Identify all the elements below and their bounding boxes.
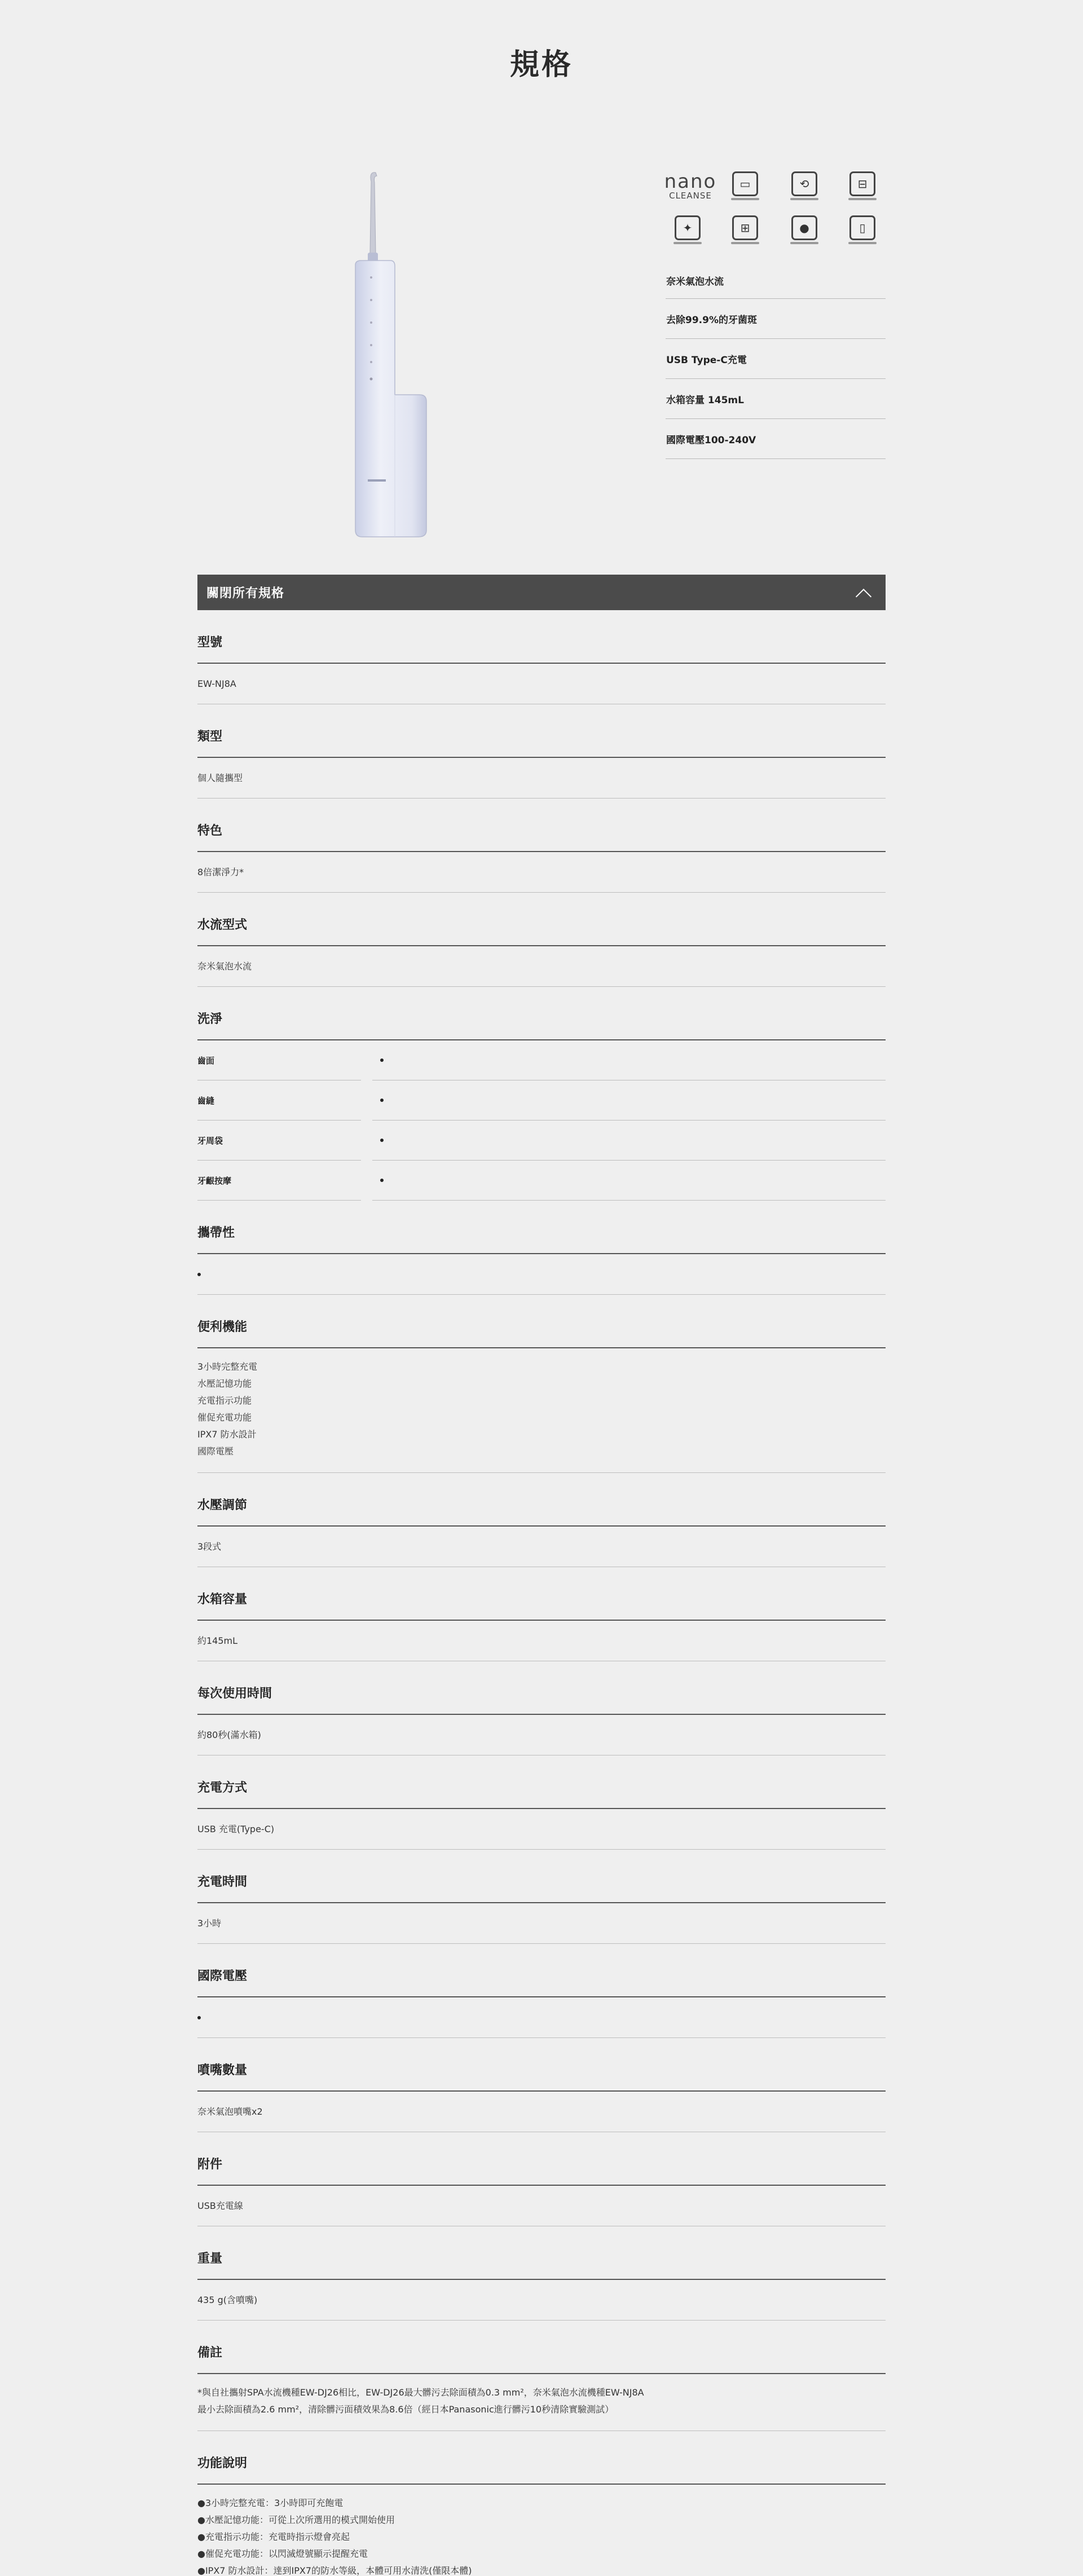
spec-title-portable: 攜帶性 (197, 1201, 886, 1254)
usb-type-c-glyph: ▯ (849, 215, 875, 240)
spec-value-portable (197, 1254, 886, 1295)
spec-title-flow: 水流型式 (197, 893, 886, 946)
wash-row-value (372, 1040, 886, 1080)
spec-value-accessory: USB充電線 (197, 2186, 886, 2226)
spec-title-model: 型號 (197, 610, 886, 664)
convenience-line: IPX7 防水設計 (197, 1429, 257, 1440)
spec-list (197, 610, 886, 2576)
usb-charge-icon (843, 171, 882, 205)
feature-item: 國際電壓100-240V (666, 419, 886, 459)
spec-value-weight: 435 g(含噴嘴) (197, 2280, 886, 2321)
spec-value-nozzle: 奈米氣泡噴嘴x2 (197, 2092, 886, 2132)
bullet-dot (380, 1179, 384, 1182)
wash-icon (668, 215, 707, 249)
convenience-line: 3小時完整充電 (197, 1361, 258, 1372)
remarks-line: 最小去除面積為2.6 mm²，清除髒污面積效果為8.6倍（經日本Panasonic進行髒污10秒清除實驗測試） (197, 2404, 614, 2415)
function-desc-line: ●3小時完整充電：3小時即可充飽電 (197, 2498, 344, 2508)
feature-item: 去除99.9%的牙菌斑 (666, 299, 886, 339)
function-desc-line: ●IPX7 防水設計：達到IPX7的防水等級，本體可用水清洗(僅限本體) (197, 2565, 472, 2576)
page-title: 規格 (509, 48, 573, 82)
spec-value-charge-method: USB 充電(Type-C) (197, 1809, 886, 1850)
spec-value-feature: 8倍潔淨力* (197, 852, 886, 893)
spec-title-feature: 特色 (197, 799, 886, 852)
spec-title-remarks: 備註 (197, 2321, 886, 2374)
spec-value-function-desc (197, 2485, 886, 2576)
spec-title-charge-method: 充電方式 (197, 1755, 886, 1809)
convenience-line: 水壓記憶功能 (197, 1378, 252, 1389)
bullet-dot (197, 1273, 201, 1276)
wash-row-value (372, 1080, 886, 1121)
spec-title-pressure: 水壓調節 (197, 1473, 886, 1527)
spec-value-charge-time: 3小時 (197, 1903, 886, 1944)
spec-value-type: 個人隨攜型 (197, 758, 886, 799)
wash-row-label: 齒面 (197, 1040, 361, 1080)
feature-list (666, 263, 886, 459)
wash-table (197, 1040, 886, 1201)
spec-title-convenience: 便利機能 (197, 1295, 886, 1348)
bullet-dot (380, 1099, 384, 1102)
wash-row-value (372, 1161, 886, 1201)
water-drop-icon (785, 215, 824, 249)
nano-logo-line2: CLEANSE (669, 191, 712, 201)
feature-item: 水箱容量 145mL (666, 379, 886, 419)
ewa-badge-glyph: ▭ (732, 171, 758, 196)
product-image (336, 169, 449, 541)
cycle-icon (785, 171, 824, 205)
spec-title-charge-time: 充電時間 (197, 1850, 886, 1903)
spec-value-model: EW-NJ8A (197, 664, 886, 704)
feature-item: USB Type-C充電 (666, 339, 886, 379)
usb-charge-glyph: ⊟ (849, 171, 875, 196)
plug-icon (725, 215, 765, 249)
spec-title-nozzle: 噴嘴數量 (197, 2038, 886, 2092)
spec-bar-label: 關閉所有規格 (206, 586, 285, 601)
chevron-up-icon[interactable] (854, 584, 871, 601)
spec-title-wash: 洗淨 (197, 987, 886, 1040)
wash-row (197, 1121, 886, 1161)
spec-value-usage-time: 約80秒(滿水箱) (197, 1715, 886, 1755)
wash-row-value (372, 1121, 886, 1161)
feature-icon-grid (663, 169, 889, 254)
wash-row-label: 牙齦按摩 (197, 1161, 361, 1201)
bullet-dot (380, 1058, 384, 1062)
spec-value-voltage (197, 1997, 886, 2038)
nano-logo-line1: nano (664, 170, 717, 193)
function-desc-line: ●水壓記憶功能：可從上次所選用的模式開始使用 (197, 2515, 395, 2525)
spec-value-remarks (197, 2374, 886, 2431)
close-all-specs-button[interactable] (197, 575, 886, 610)
function-desc-line: ●催促充電功能：以閃滅燈號顯示提醒充電 (197, 2548, 368, 2559)
convenience-line: 國際電壓 (197, 1446, 234, 1457)
bullet-dot (380, 1139, 384, 1142)
cycle-glyph: ⟲ (791, 171, 817, 196)
spec-value-pressure: 3段式 (197, 1527, 886, 1567)
spec-title-type: 類型 (197, 704, 886, 758)
wash-row (197, 1040, 886, 1080)
water-drop-glyph: ● (791, 215, 817, 240)
feature-item: 奈米氣泡水流 (666, 263, 886, 299)
nano-cleanse-logo (663, 170, 717, 201)
spec-title-function-desc: 功能說明 (197, 2431, 886, 2485)
spec-title-weight: 重量 (197, 2226, 886, 2280)
remarks-line: *與自社攜射SPA水流機種EW-DJ26相比，EW-DJ26最大髒污去除面積為0.3 mm²，奈米氣泡水流機種EW-NJ8A (197, 2387, 644, 2398)
wash-glyph: ✦ (675, 215, 701, 240)
wash-row-label: 牙周袋 (197, 1121, 361, 1161)
wash-row-label: 齒縫 (197, 1080, 361, 1121)
spec-title-usage-time: 每次使用時間 (197, 1661, 886, 1715)
spec-title-voltage: 國際電壓 (197, 1944, 886, 1997)
plug-glyph: ⊞ (732, 215, 758, 240)
convenience-line: 催促充電功能 (197, 1412, 252, 1423)
wash-row (197, 1161, 886, 1201)
spec-title-accessory: 附件 (197, 2132, 886, 2186)
usb-type-c-icon (843, 215, 882, 249)
wash-row (197, 1080, 886, 1121)
spec-value-convenience (197, 1348, 886, 1473)
ewa-badge-icon (725, 171, 765, 205)
bullet-dot (197, 2016, 201, 2019)
convenience-line: 充電指示功能 (197, 1395, 252, 1406)
function-desc-line: ●充電指示功能：充電時指示燈會亮起 (197, 2531, 350, 2542)
spec-value-tank: 約145mL (197, 1621, 886, 1661)
spec-value-flow: 奈米氣泡水流 (197, 946, 886, 987)
spec-title-tank: 水箱容量 (197, 1567, 886, 1621)
